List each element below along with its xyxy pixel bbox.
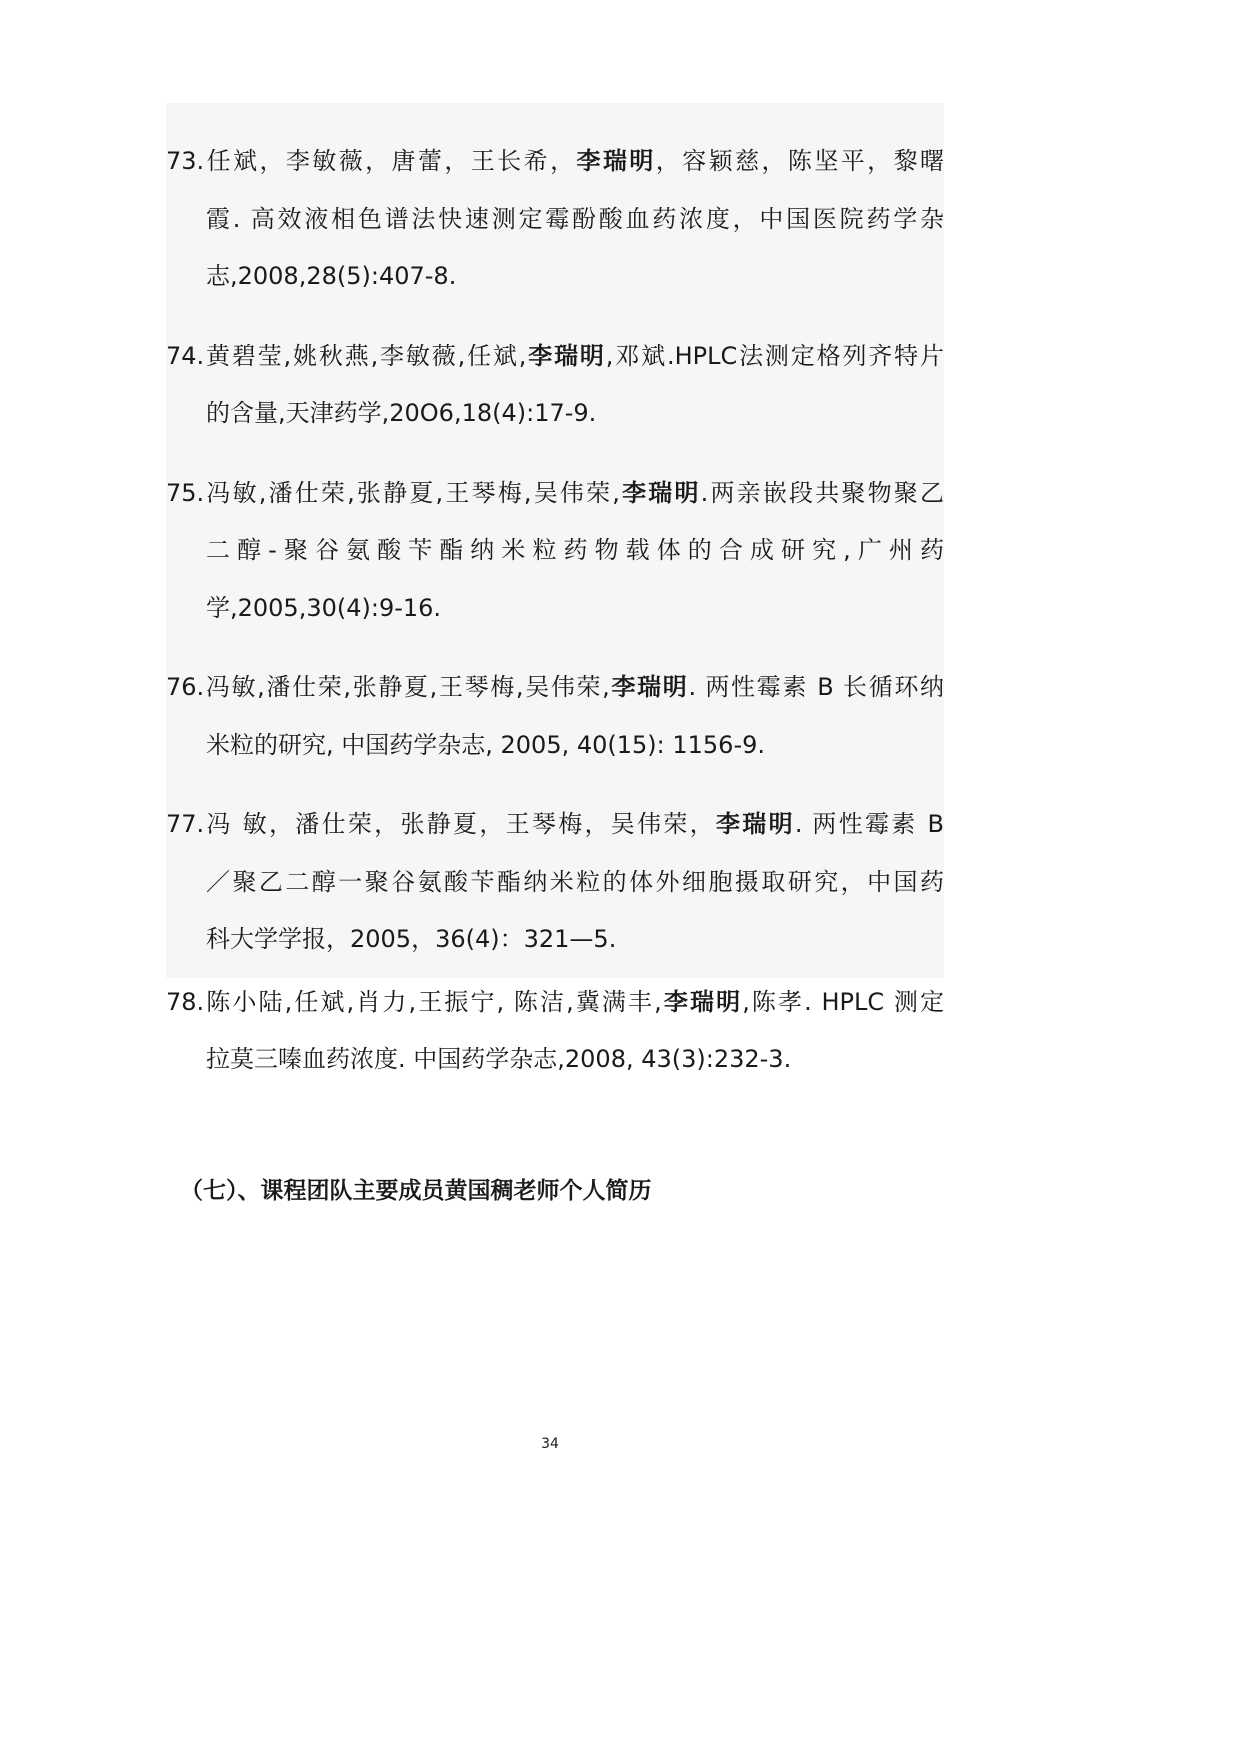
highlighted-author: 李瑞明: [661, 987, 743, 1016]
reference-authors-cont: .两亲嵌段共聚物聚乙: [700, 478, 944, 507]
reference-item: [166, 796, 944, 969]
highlighted-author: 李瑞明: [609, 673, 689, 701]
reference-list: [166, 133, 944, 1089]
reference-item: [166, 465, 944, 638]
reference-line: [166, 133, 944, 191]
highlighted-author: 李瑞明: [715, 810, 795, 838]
reference-authors-cont: . 两性霉素 B: [794, 810, 944, 838]
reference-authors-cont: ，容颖慈，陈坚平，黎曙: [655, 147, 945, 175]
page-number: 34: [541, 1436, 559, 1452]
reference-line: [166, 974, 944, 1032]
highlighted-author: 李瑞明: [576, 147, 656, 175]
reference-authors-cont: ,邓斌.HPLC法测定格列齐特片: [605, 341, 945, 370]
reference-number: 73.: [166, 147, 205, 175]
reference-authors-cont: . 两性霉素 B 长循环纳: [688, 673, 945, 701]
reference-authors: 冯敏,潘仕荣,张静夏,王琴梅,吴伟荣,: [204, 673, 610, 701]
reference-number: 78.: [166, 987, 205, 1016]
reference-line: 志,2008,28(5):407-8.: [206, 262, 457, 290]
reference-authors: 冯 敏，潘仕荣，张静夏，王琴梅，吴伟荣，: [204, 810, 716, 838]
reference-line: [166, 796, 944, 854]
reference-authors: 冯敏,潘仕荣,张静夏,王琴梅,吴伟荣,: [204, 478, 620, 507]
section-heading: （七）、课程团队主要成员黄国稠老师个人简历: [180, 1178, 652, 1204]
reference-number: 76.: [166, 673, 205, 701]
reference-authors: 陈小陆,任斌,肖力,王振宁, 陈洁,冀满丰,: [204, 987, 662, 1016]
reference-line: 拉莫三嗪血药浓度. 中国药学杂志,2008, 43(3):232-3.: [206, 1045, 792, 1073]
reference-number: 75.: [166, 478, 205, 507]
reference-line: 学,2005,30(4):9-16.: [206, 593, 442, 622]
reference-authors: 任斌，李敏薇，唐蕾，王长希，: [204, 147, 577, 175]
reference-line: 科大学学报，2005，36(4)：321—5.: [206, 925, 617, 953]
reference-line: 米粒的研究, 中国药学杂志, 2005, 40(15): 1156-9.: [206, 730, 766, 759]
reference-item: [166, 659, 944, 774]
reference-line: [166, 659, 944, 717]
reference-item: [166, 328, 944, 443]
highlighted-author: 李瑞明: [526, 341, 606, 370]
reference-number: 74.: [166, 341, 205, 370]
reference-line: 的含量,天津药学,20O6,18(4):17-9.: [206, 399, 597, 427]
highlighted-author: 李瑞明: [619, 478, 701, 507]
reference-line: [166, 465, 944, 523]
reference-number: 77.: [166, 810, 205, 838]
reference-item: [166, 133, 944, 306]
reference-line: 霞. 高效液相色谱法快速测定霉酚酸血药浓度，中国医院药学杂: [206, 204, 944, 233]
reference-line: ／聚乙二醇一聚谷氨酸苄酯纳米粒的体外细胞摄取研究，中国药: [206, 867, 944, 896]
reference-authors-cont: ,陈孝. HPLC 测定: [742, 987, 944, 1016]
reference-line: [166, 328, 944, 386]
reference-item: [166, 974, 944, 1089]
reference-line: 二醇-聚谷氨酸苄酯纳米粒药物载体的合成研究,广州药: [206, 536, 944, 564]
reference-authors: 黄碧莹,姚秋燕,李敏薇,任斌,: [204, 341, 527, 370]
